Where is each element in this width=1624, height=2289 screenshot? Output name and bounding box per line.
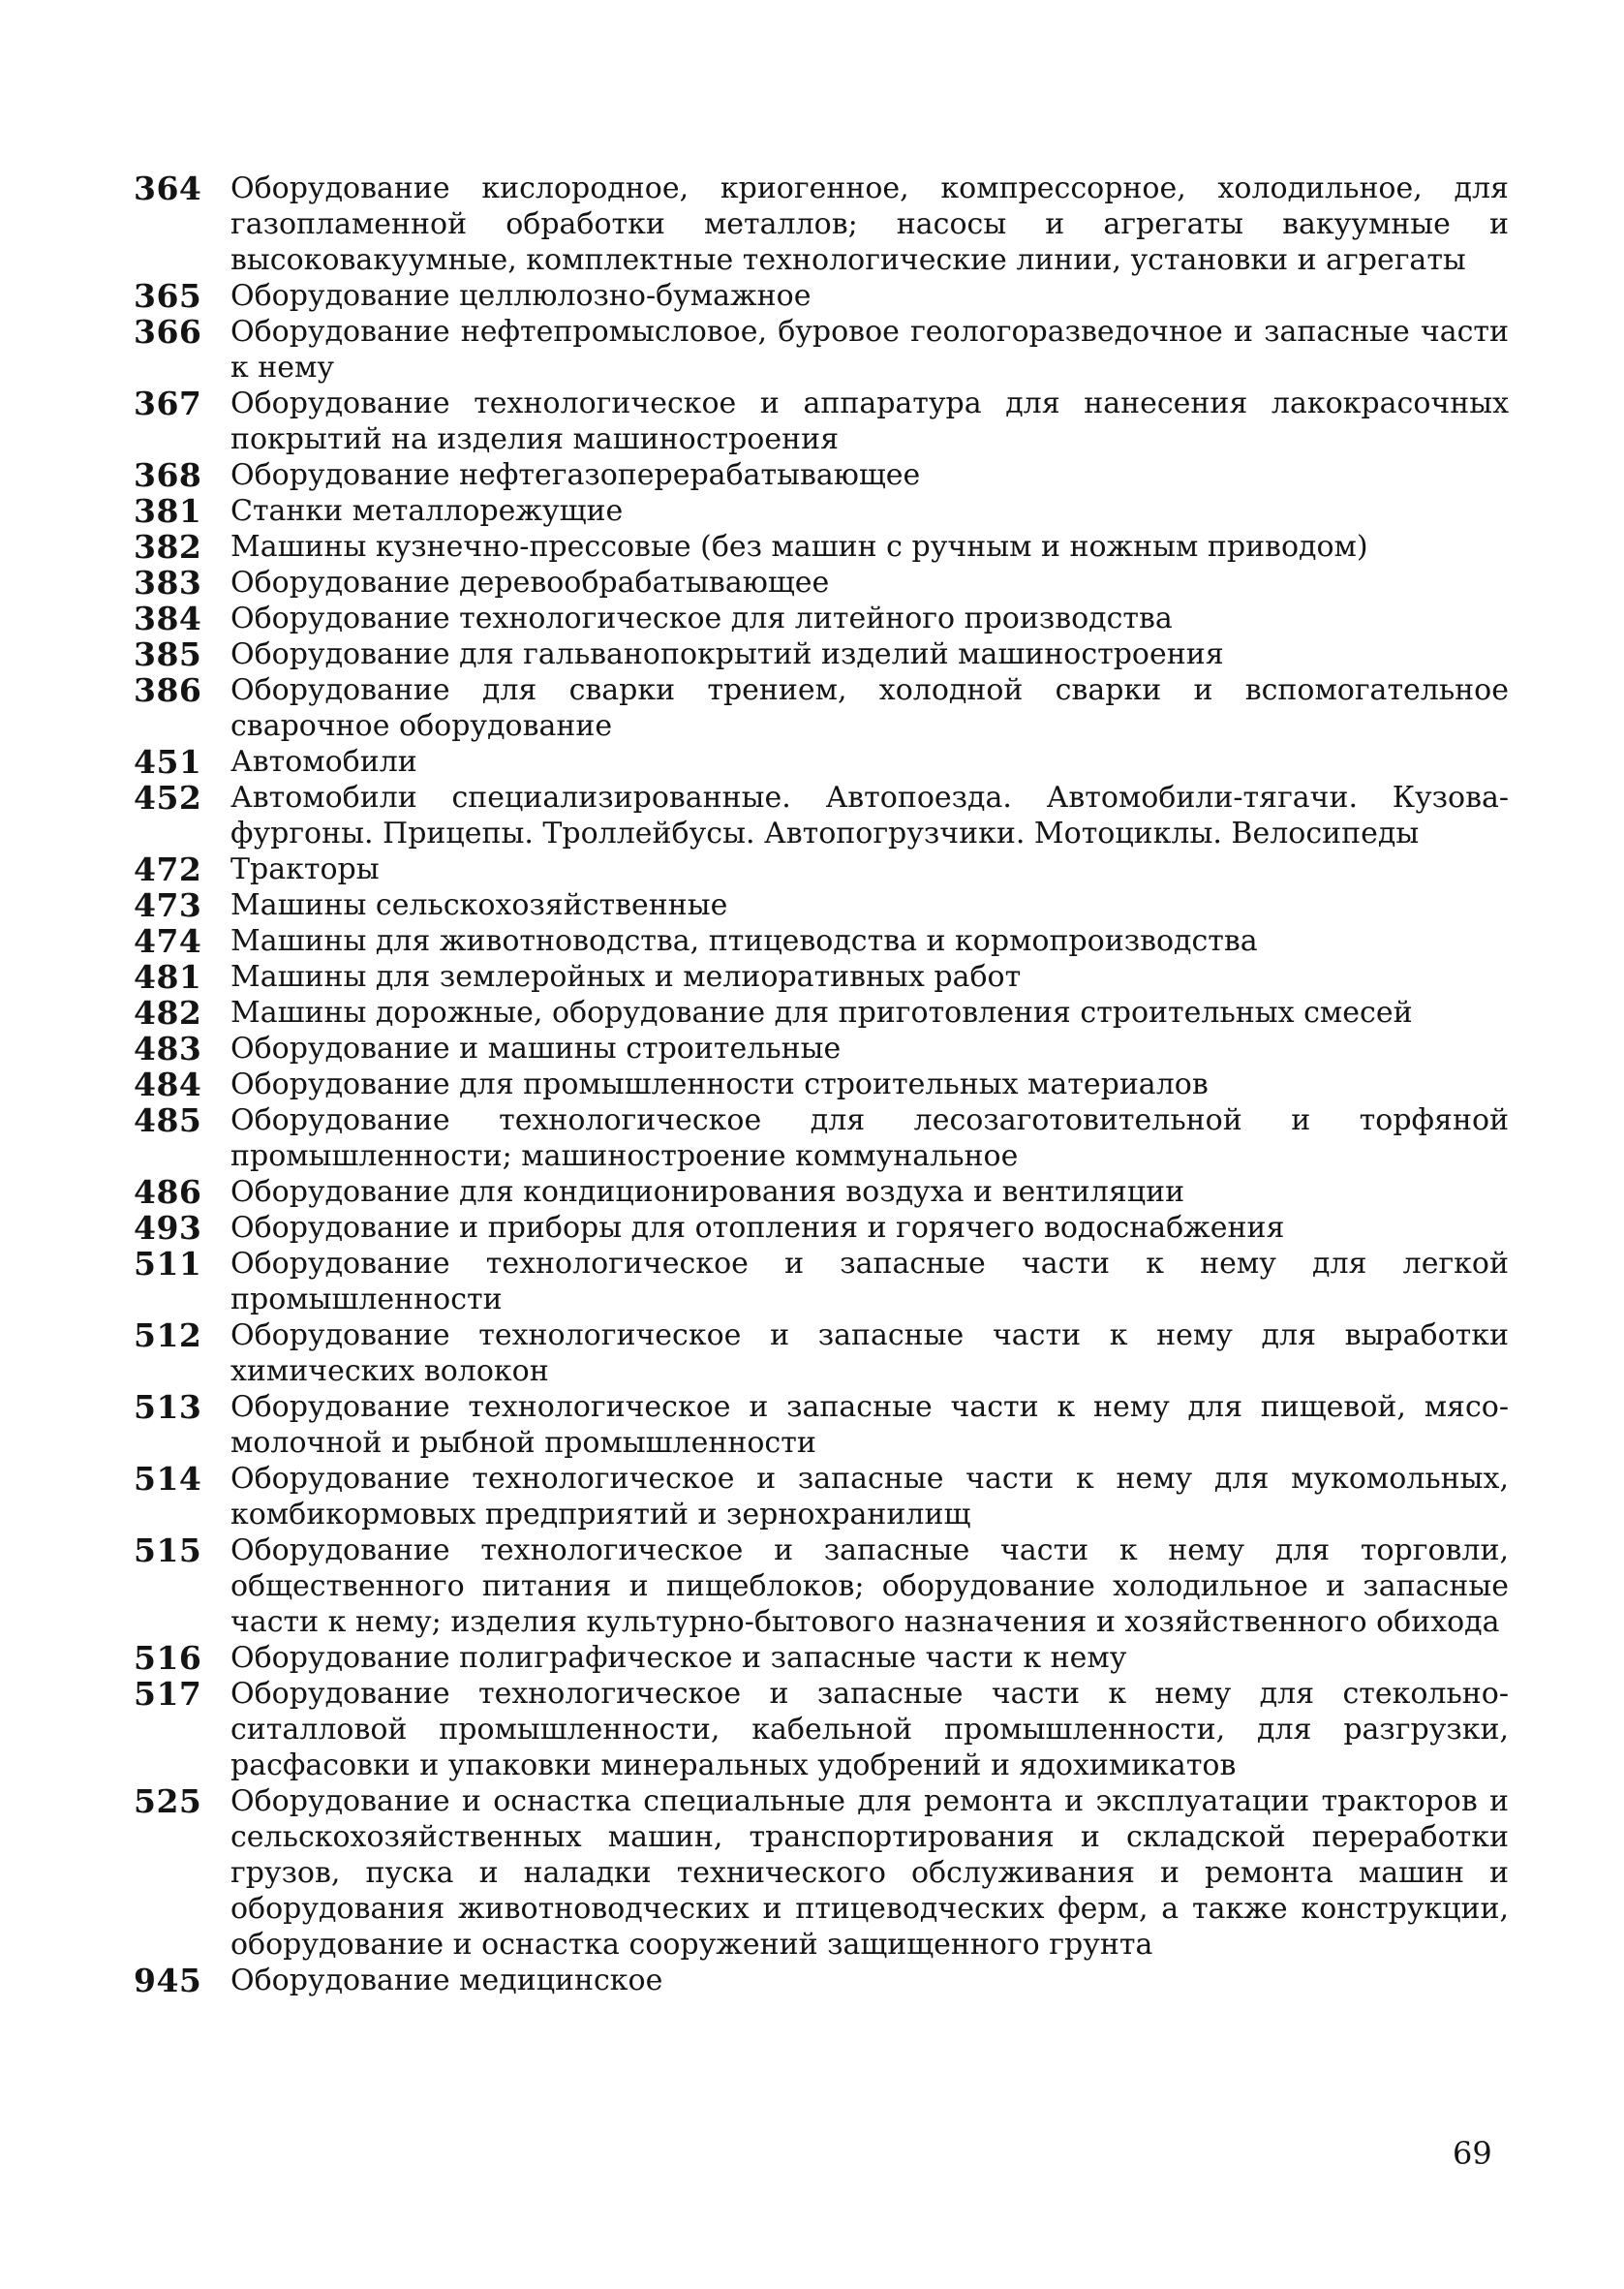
entry-code: 525: [134, 1782, 202, 1820]
equipment-code-list: [134, 170, 1509, 1998]
entry-description: Оборудование для гальванопокрытий изделий машиностроения: [230, 637, 1224, 671]
entry-code: 484: [134, 1066, 202, 1103]
entry-description: Оборудование и машины строительные: [230, 1032, 842, 1066]
entry-code: 515: [134, 1531, 202, 1569]
entry-description: Станки металлорежущие: [230, 494, 624, 528]
entry-code: 485: [134, 1101, 202, 1139]
entry-description: Оборудование для промышленности строительных материалов: [230, 1067, 1209, 1101]
entry-description: Оборудование и оснастка специальные для ремонта и эксплуатации тракторов и сельскохозяйственных машин, транспортирования и складской переработки грузов, пуска и наладки технического обслуживания и ремонта машин и оборудования животноводческих и птицеводческих ферм, а также конструкции, оборудование и оснастка сооружений защищенного грунта: [230, 1784, 1509, 1962]
entry-code: 368: [134, 456, 202, 494]
entry-code: 381: [134, 492, 202, 530]
code-entry: [134, 1676, 1509, 1783]
code-entry: [134, 1461, 1509, 1532]
code-entry: [134, 386, 1509, 457]
entry-description: Оборудование технологическое и запасные части к нему для мукомольных, комбикормовых предприятий и зернохранилищ: [230, 1462, 1509, 1531]
entry-code: 366: [134, 313, 202, 351]
entry-description: Машины сельскохозяйственные: [230, 888, 728, 922]
code-entry: [134, 457, 1509, 493]
entry-code: 945: [134, 1962, 202, 1999]
code-entry: [134, 1532, 1509, 1640]
entry-description: Оборудование технологическое для лесозаготовительной и торфяной промышленности; машиностроение коммунальное: [230, 1103, 1509, 1173]
entry-description: Оборудование и приборы для отопления и горячего водоснабжения: [230, 1211, 1285, 1245]
code-entry: [134, 170, 1509, 278]
entry-code: 517: [134, 1675, 202, 1713]
entry-description: Оборудование технологическое и запасные части к нему для легкой промышленности: [230, 1247, 1509, 1316]
code-entry: [134, 636, 1509, 672]
entry-code: 483: [134, 1030, 202, 1067]
entry-code: 382: [134, 528, 202, 566]
entry-code: 514: [134, 1460, 202, 1498]
entry-code: 384: [134, 600, 202, 637]
code-entry: [134, 1210, 1509, 1246]
code-entry: [134, 278, 1509, 314]
code-entry: [134, 995, 1509, 1031]
code-entry: [134, 1963, 1509, 1998]
entry-code: 452: [134, 779, 202, 817]
code-entry: [134, 744, 1509, 780]
code-entry: [134, 1389, 1509, 1461]
code-entry: [134, 780, 1509, 851]
entry-code: 365: [134, 277, 202, 315]
code-entry: [134, 887, 1509, 923]
code-entry: [134, 493, 1509, 529]
entry-code: 474: [134, 922, 202, 960]
code-entry: [134, 565, 1509, 601]
entry-description: Оборудование технологическое и запасные части к нему для торговли, общественного питания и пищеблоков; оборудование холодильное и запасные части к нему; изделия культурно-бытового назначения и хозяйственного обихода: [230, 1533, 1509, 1639]
entry-code: 482: [134, 994, 202, 1032]
entry-description: Оборудование технологическое и запасные части к нему для выработки химических волокон: [230, 1318, 1509, 1388]
code-entry: [134, 851, 1509, 887]
code-entry: [134, 1640, 1509, 1676]
entry-code: 367: [134, 385, 202, 422]
entry-description: Оборудование нефтегазоперерабатывающее: [230, 458, 921, 492]
entry-code: 516: [134, 1639, 202, 1677]
code-entry: [134, 959, 1509, 995]
code-entry: [134, 923, 1509, 959]
code-entry: [134, 601, 1509, 636]
entry-code: 511: [134, 1245, 202, 1283]
entry-description: Оборудование нефтепромысловое, буровое геологоразведочное и запасные части к нему: [230, 315, 1509, 385]
entry-description: Оборудование для кондиционирования воздуха и вентиляции: [230, 1175, 1185, 1209]
entry-code: 385: [134, 635, 202, 673]
code-entry: [134, 1317, 1509, 1389]
entry-description: Оборудование целлюлозно-бумажное: [230, 279, 812, 313]
code-entry: [134, 1102, 1509, 1174]
code-entry: [134, 314, 1509, 386]
entry-code: 451: [134, 743, 202, 781]
entry-code: 472: [134, 851, 202, 888]
entry-code: 386: [134, 671, 202, 709]
entry-code: 473: [134, 886, 202, 924]
code-entry: [134, 1783, 1509, 1963]
entry-description: Машины для животноводства, птицеводства и кормопроизводства: [230, 924, 1258, 958]
entry-code: 383: [134, 564, 202, 602]
code-entry: [134, 1031, 1509, 1067]
entry-description: Машины дорожные, оборудование для приготовления строительных смесей: [230, 996, 1413, 1030]
code-entry: [134, 529, 1509, 565]
entry-description: Оборудование технологическое и запасные части к нему для пищевой, мясо-молочной и рыбной промышленности: [230, 1390, 1509, 1460]
page-number: 69: [1453, 2135, 1492, 2172]
entry-code: 364: [134, 170, 202, 207]
code-entry: [134, 672, 1509, 744]
entry-description: Оборудование полиграфическое и запасные части к нему: [230, 1641, 1127, 1675]
entry-description: Оборудование для сварки трением, холодной сварки и вспомогательное сварочное оборудование: [230, 673, 1509, 743]
entry-description: Оборудование технологическое и аппаратура для нанесения лакокрасочных покрытий на изделия машиностроения: [230, 387, 1509, 456]
entry-description: Оборудование деревообрабатывающее: [230, 566, 830, 600]
code-entry: [134, 1246, 1509, 1317]
entry-description: Автомобили: [230, 745, 417, 779]
entry-description: Оборудование кислородное, криогенное, компрессорное, холодильное, для газопламенной обработки металлов; насосы и агрегаты вакуумные и высоковакуумные, комплектные технологические линии, установки и агрегаты: [230, 171, 1509, 277]
entry-code: 493: [134, 1209, 202, 1247]
entry-description: Оборудование технологическое и запасные части к нему для стекольно-ситалловой промышленности, кабельной промышленности, для разгрузки, расфасовки и упаковки минеральных удобрений и ядохимикатов: [230, 1677, 1509, 1782]
entry-description: Машины для землеройных и мелиоративных работ: [230, 960, 1022, 994]
code-entry: [134, 1067, 1509, 1102]
entry-code: 512: [134, 1316, 202, 1354]
entry-code: 481: [134, 958, 202, 996]
entry-description: Оборудование технологическое для литейного производства: [230, 602, 1173, 635]
entry-code: 486: [134, 1173, 202, 1211]
entry-description: Автомобили специализированные. Автопоезда. Автомобили-тягачи. Кузова-фургоны. Прицепы. Троллейбусы. Автопогрузчики. Мотоциклы. Велосипеды: [230, 781, 1509, 851]
entry-description: Тракторы: [230, 852, 380, 886]
entry-description: Машины кузнечно-прессовые (без машин с ручным и ножным приводом): [230, 530, 1368, 564]
code-entry: [134, 1174, 1509, 1210]
entry-description: Оборудование медицинское: [230, 1964, 663, 1997]
entry-code: 513: [134, 1388, 202, 1426]
